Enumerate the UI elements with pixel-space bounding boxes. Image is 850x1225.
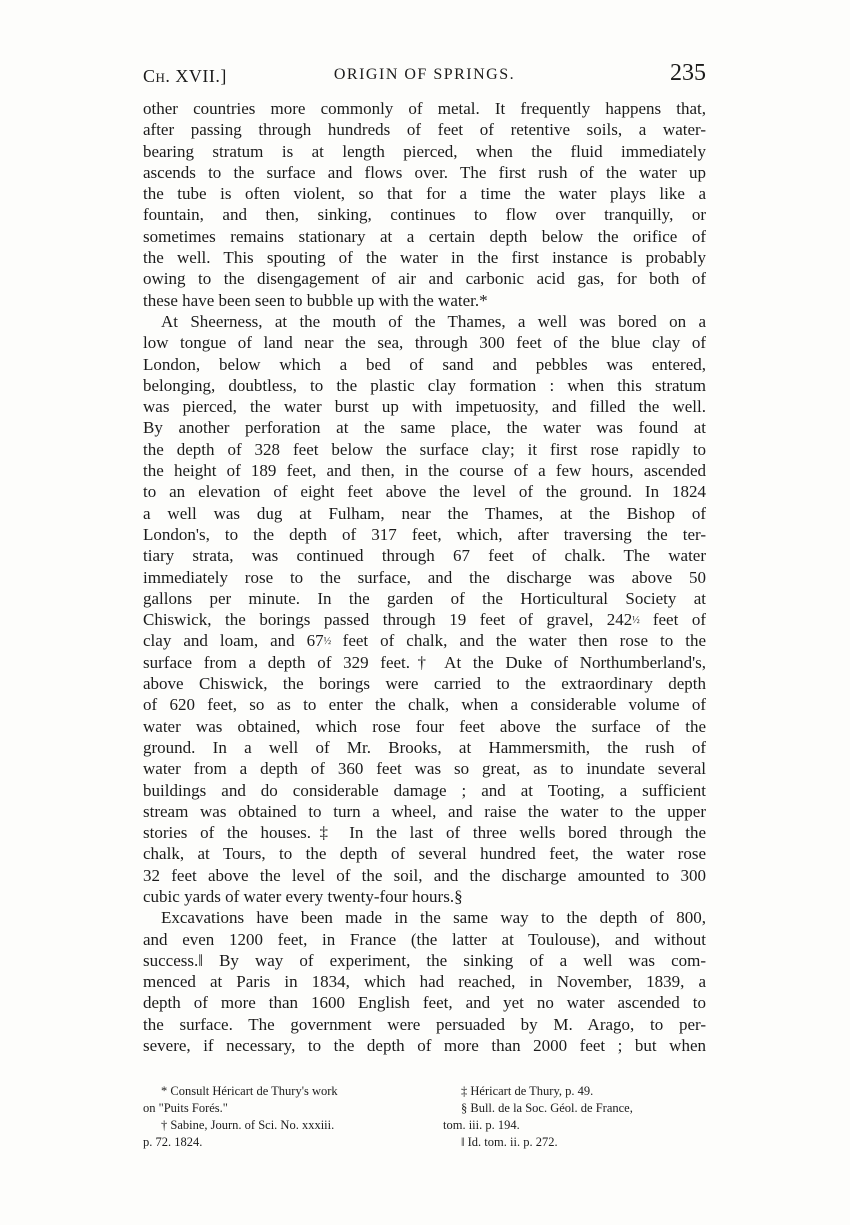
text-line: ascends to the surface and flows over. The first rush of the water up: [143, 162, 706, 182]
footnote-line: on "Puits Forés.": [143, 1101, 228, 1115]
footnote-line: tom. iii. p. 194.: [443, 1118, 520, 1132]
text-line: water was obtained, which rose four feet above the surface of the: [143, 716, 706, 736]
text-line: fountain, and then, sinking, continues to flow over tranquilly, or: [143, 205, 706, 225]
fraction-half: ½: [323, 636, 331, 648]
text-line-with-fraction: [143, 609, 706, 630]
text-line: above Chiswick, the borings were carried to the extraordinary depth: [143, 674, 706, 694]
text-line: ground. In a well of Mr. Brooks, at Hammersmith, the rush of: [143, 737, 706, 757]
text-line: immediately rose to the surface, and the discharge was above 50: [143, 567, 706, 587]
text-line: London's, to the depth of 317 feet, which, after traversing the ter-: [143, 524, 706, 544]
text-line: surface from a depth of 329 feet.† At the Duke of Northumberland's,: [143, 652, 706, 672]
running-header: [143, 62, 706, 92]
text-line: By another perforation at the same place, the water was found at: [143, 418, 706, 438]
text-line: belonging, doubtless, to the plastic clay formation : when this stratum: [143, 375, 706, 395]
text-line: the surface. The government were persuaded by M. Arago, to per-: [143, 1014, 706, 1034]
footnote-line: § Bull. de la Soc. Géol. de France,: [461, 1101, 633, 1115]
text-line: tiary strata, was continued through 67 feet of chalk. The water: [143, 546, 706, 566]
text-segment: clay and loam, and 67: [143, 631, 324, 651]
text-line: cubic yards of water every twenty-four hours.§: [143, 886, 463, 906]
footnote-line: † Sabine, Journ. of Sci. No. xxxiii.: [161, 1118, 335, 1132]
text-line: severe, if necessary, to the depth of more than 2000 feet ; but when: [143, 1036, 706, 1056]
footnotes-right-column: [443, 1083, 706, 1151]
text-segment: feet of chalk, and the water then rose to the: [330, 631, 706, 651]
text-line: London, below which a bed of sand and pebbles was entered,: [143, 354, 706, 374]
footnote-line: ‖ Id. tom. ii. p. 272.: [461, 1135, 558, 1149]
text-line: Excavations have been made in the same way to the depth of 800,: [161, 908, 706, 928]
footnote-line: p. 72. 1824.: [143, 1135, 203, 1149]
text-line: the well. This spouting of the water in the first instance is probably: [143, 248, 706, 268]
text-line: chalk, at Tours, to the depth of several hundred feet, the water rose: [143, 844, 706, 864]
fraction-half: ½: [632, 615, 640, 627]
text-line: to an elevation of eight feet above the level of the ground. In 1824: [143, 482, 706, 502]
text-line: At Sheerness, at the mouth of the Thames, a well was bored on a: [161, 311, 706, 331]
text-line: depth of more than 1600 English feet, and yet no water ascended to: [143, 993, 706, 1013]
text-line: stream was obtained to turn a wheel, and raise the water to the upper: [143, 801, 706, 821]
page-number: 235: [670, 60, 706, 86]
text-segment: Chiswick, the borings passed through 19 feet of gravel, 242: [143, 610, 633, 630]
text-line: sometimes remains stationary at a certain depth below the orifice of: [143, 226, 706, 246]
text-line: the depth of 328 feet below the surface clay; it first rose rapidly to: [143, 439, 706, 459]
text-line: after passing through hundreds of feet of retentive soils, a water-: [143, 120, 706, 140]
text-line: menced at Paris in 1834, which had reached, in November, 1839, a: [143, 972, 706, 992]
text-line: other countries more commonly of metal. It frequently happens that,: [143, 99, 706, 118]
text-line: owing to the disengagement of air and carbonic acid gas, for both of: [143, 269, 706, 289]
text-line: buildings and do considerable damage ; and at Tooting, a sufficient: [143, 780, 706, 800]
text-line: and even 1200 feet, in France (the latter at Toulouse), and without: [143, 929, 706, 949]
text-line: water from a depth of 360 feet was so great, as to inundate several: [143, 759, 706, 779]
page-title: ORIGIN OF SPRINGS.: [333, 66, 516, 83]
footnote-line: * Consult Héricart de Thury's work: [161, 1084, 338, 1098]
text-line: 32 feet above the level of the soil, and the discharge amounted to 300: [143, 865, 706, 885]
text-line: the tube is often violent, so that for a time the water plays like a: [143, 184, 706, 204]
text-line: of 620 feet, so as to enter the chalk, when a considerable volume of: [143, 695, 706, 715]
text-line: was pierced, the water burst up with impetuosity, and filled the well.: [143, 397, 706, 417]
footnote-line: ‡ Héricart de Thury, p. 49.: [461, 1084, 594, 1098]
text-line: a well was dug at Fulham, near the Thames, at the Bishop of: [143, 503, 706, 523]
text-line: bearing stratum is at length pierced, when the fluid immediately: [143, 141, 706, 161]
text-segment: feet of: [639, 610, 706, 630]
text-line: success.‖ By way of experiment, the sinking of a well was com-: [143, 950, 706, 970]
text-line: low tongue of land near the sea, through 300 feet of the blue clay of: [143, 333, 706, 353]
body-text: [143, 98, 706, 1056]
text-line: gallons per minute. In the garden of the Horticultural Society at: [143, 588, 706, 608]
text-line: these have been seen to bubble up with the water.*: [143, 290, 488, 310]
text-line: stories of the houses.‡ In the last of three wells bored through the: [143, 823, 706, 843]
text-line: the height of 189 feet, and then, in the course of a few hours, ascended: [143, 461, 706, 481]
footnotes-left-column: [143, 1083, 433, 1151]
chapter-label: Ch. XVII.]: [143, 66, 227, 86]
text-line-with-fraction: [143, 630, 706, 651]
